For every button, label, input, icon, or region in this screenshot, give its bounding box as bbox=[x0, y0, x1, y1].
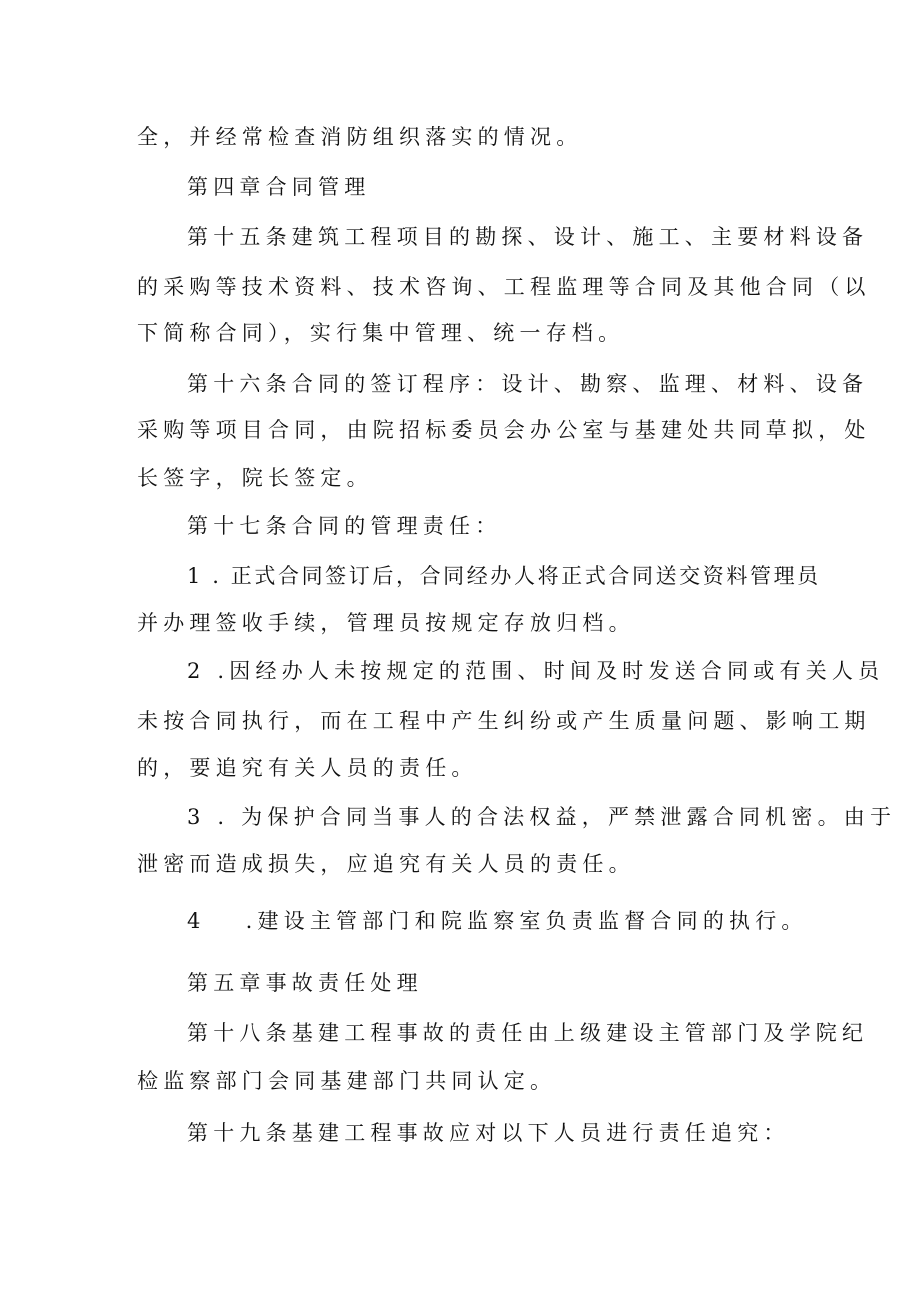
text-line: 第十八条基建工程事故的责任由上级建设主管部门及学院纪 bbox=[187, 1021, 869, 1045]
text-line: 的采购等技术资料、技术咨询、工程监理等合同及其他合同（以 bbox=[137, 275, 871, 299]
chapter-heading: 第四章合同管理 bbox=[187, 175, 371, 199]
text-line: 的，要追究有关人员的责任。 bbox=[137, 756, 478, 780]
text-line: 2 .因经办人未按规定的范围、时间及时发送合同或有关人员 bbox=[187, 659, 885, 683]
text-line: 下简称合同），实行集中管理、统一存档。 bbox=[137, 321, 625, 345]
text-line: 采购等项目合同，由院招标委员会办公室与基建处共同草拟，处 bbox=[137, 418, 871, 442]
text-line: 第十六条合同的签订程序：设计、勘察、监理、材料、设备 bbox=[187, 372, 869, 396]
text-line: 3 . 为保护合同当事人的合法权益，严禁泄露合同机密。由于 bbox=[187, 805, 897, 829]
text-line: 1 . 正式合同签订后，合同经办人将正式合同送交资料管理员 bbox=[187, 564, 821, 588]
text-line: 检监察部门会同基建部门共同认定。 bbox=[137, 1069, 557, 1093]
text-line: 第十九条基建工程事故应对以下人员进行责任追究： bbox=[187, 1121, 790, 1145]
text-line: 第十五条建筑工程项目的勘探、设计、施工、主要材料设备 bbox=[187, 225, 869, 249]
text-line: 第十七条合同的管理责任： bbox=[187, 514, 502, 538]
text-line: 长签字，院长签定。 bbox=[137, 466, 373, 490]
text-line: 并办理签收手续，管理员按规定存放归档。 bbox=[137, 611, 635, 635]
list-text: .建设主管部门和院监察室负责监督合同的执行。 bbox=[245, 909, 808, 933]
chapter-heading: 第五章事故责任处理 bbox=[187, 971, 423, 995]
list-item bbox=[187, 906, 808, 936]
text-line: 泄密而造成损失，应追究有关人员的责任。 bbox=[137, 852, 635, 876]
text-line: 未按合同执行，而在工程中产生纠纷或产生质量问题、影响工期 bbox=[137, 709, 871, 733]
text-line: 全，并经常检查消防组织落实的情况。 bbox=[137, 125, 583, 149]
list-number: 4 bbox=[187, 909, 206, 933]
